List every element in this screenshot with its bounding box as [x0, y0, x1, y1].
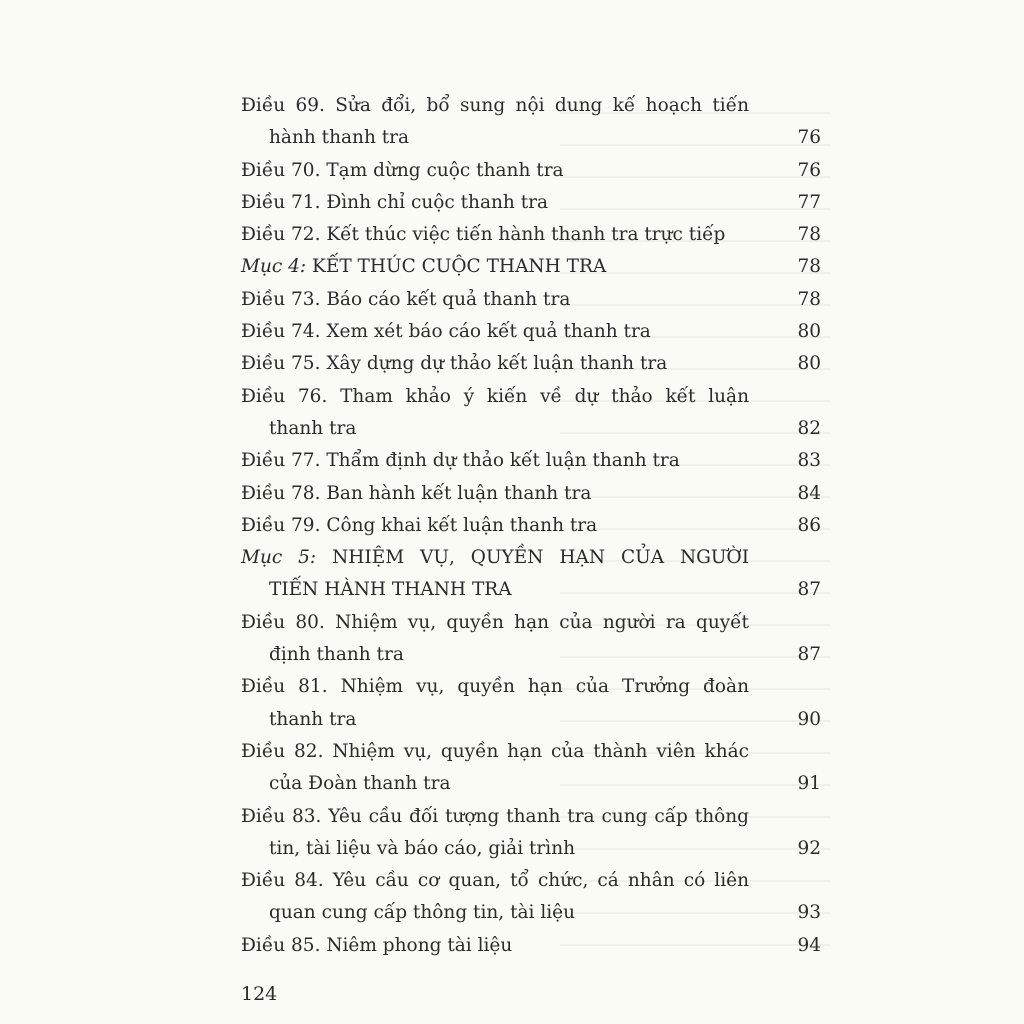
toc-entry [241, 478, 821, 510]
toc-entry-line [241, 478, 821, 510]
toc-entry-title: Điều 69. Sửa đổi, bổ sung nội dung kế hoạch tiến [241, 95, 749, 116]
toc-entry-line [241, 316, 821, 348]
toc-page-number: 78 [797, 288, 821, 310]
toc-entry-line [241, 348, 821, 380]
toc-page-number: 93 [797, 902, 821, 924]
toc-entry-title: quan cung cấp thông tin, tài liệu [269, 902, 576, 924]
toc-entry-title: Điều 84. Yêu cầu cơ quan, tổ chức, cá nhân có liên [241, 870, 749, 892]
toc-entry-line [241, 897, 821, 929]
toc-section-heading [241, 542, 821, 607]
toc-entry-title: thanh tra [269, 708, 357, 730]
toc-page-number: 87 [797, 579, 821, 601]
toc-entry-title: thanh tra [269, 417, 357, 439]
toc-entry-line [241, 251, 821, 283]
toc-entry-line [241, 445, 821, 477]
toc-entry-line [241, 865, 821, 897]
toc-entry-title: Điều 71. Đình chỉ cuộc thanh tra [241, 191, 549, 213]
toc-entry [241, 736, 821, 801]
section-prefix: Mục 5: [241, 547, 317, 569]
toc-entry-title: TIẾN HÀNH THANH TRA [269, 579, 512, 601]
toc-entry-title: hành thanh tra [269, 127, 410, 149]
toc-entry-line [241, 542, 821, 574]
toc-page-number: 84 [797, 482, 821, 504]
toc-page-number: 83 [797, 450, 821, 472]
toc-entry [241, 671, 821, 736]
table-of-contents [241, 90, 821, 962]
toc-entry-title: Điều 85. Niêm phong tài liệu [241, 934, 513, 956]
toc-entry-line [241, 801, 821, 833]
toc-entry-line [241, 639, 821, 671]
toc-page-number: 76 [797, 127, 821, 149]
toc-entry-title: Điều 75. Xây dựng dự thảo kết luận thanh tra [241, 353, 668, 375]
toc-entry-line [241, 155, 821, 187]
toc-page-number: 86 [797, 514, 821, 536]
toc-entry [241, 865, 821, 930]
toc-entry-title: NHIỆM VỤ, QUYỀN HẠN CỦA NGƯỜI [332, 547, 750, 569]
toc-entry [241, 284, 821, 316]
toc-entry-line [241, 187, 821, 219]
toc-page-number: 91 [797, 773, 821, 795]
toc-page-number: 77 [797, 191, 821, 213]
toc-entry-title: Điều 74. Xem xét báo cáo kết quả thanh tra [241, 321, 651, 343]
toc-entry-line [241, 413, 821, 445]
toc-entry-line [241, 736, 821, 768]
toc-entry-title: Điều 77. Thẩm định dự thảo kết luận thanh tra [241, 450, 680, 472]
section-prefix: Mục 4: [241, 256, 307, 278]
page-number: 124 [241, 983, 278, 1005]
toc-entry-title: Điều 72. Kết thúc việc tiến hành thanh tra trực tiếp [241, 224, 726, 246]
toc-entry-line [241, 930, 821, 962]
toc-entry-title: Điều 81. Nhiệm vụ, quyền hạn của Trưởng đoàn [241, 676, 749, 698]
toc-entry-line [241, 574, 821, 606]
toc-entry-title: Điều 73. Báo cáo kết quả thanh tra [241, 288, 571, 310]
toc-entry-line [241, 90, 821, 122]
toc-entry [241, 445, 821, 477]
toc-entry-line [241, 671, 821, 703]
toc-entry [241, 187, 821, 219]
toc-page-number: 90 [797, 708, 821, 730]
toc-entry [241, 155, 821, 187]
toc-page-number: 92 [797, 837, 821, 859]
toc-entry-line [241, 381, 821, 413]
toc-entry-title: Điều 70. Tạm dừng cuộc thanh tra [241, 159, 564, 181]
toc-entry [241, 90, 821, 155]
toc-entry [241, 510, 821, 542]
toc-entry-title: Điều 76. Tham khảo ý kiến về dự thảo kết luận [241, 385, 749, 407]
toc-entry-line [241, 122, 821, 154]
toc-entry [241, 607, 821, 672]
toc-entry [241, 219, 821, 251]
toc-entry-line [241, 510, 821, 542]
toc-page-number: 94 [797, 934, 821, 956]
toc-entry-title: Điều 79. Công khai kết luận thanh tra [241, 514, 598, 536]
toc-section-heading [241, 251, 821, 283]
toc-page-number: 78 [797, 256, 821, 278]
toc-entry-title: KẾT THÚC CUỘC THANH TRA [312, 256, 607, 278]
toc-page-number: 80 [797, 321, 821, 343]
toc-entry-title: định thanh tra [269, 644, 404, 666]
toc-entry-title: tin, tài liệu và báo cáo, giải trình [269, 837, 576, 859]
toc-entry-title: Điều 78. Ban hành kết luận thanh tra [241, 482, 592, 504]
toc-entry-line [241, 607, 821, 639]
toc-entry-line [241, 219, 821, 251]
toc-page-number: 76 [797, 159, 821, 181]
toc-entry-title: Điều 83. Yêu cầu đối tượng thanh tra cung cấp thông [241, 805, 749, 827]
toc-entry [241, 801, 821, 866]
toc-entry-line [241, 833, 821, 865]
toc-entry [241, 930, 821, 962]
toc-entry-title: Điều 80. Nhiệm vụ, quyền hạn của người ra quyết [241, 611, 749, 633]
toc-entry-line [241, 768, 821, 800]
toc-page-number: 80 [797, 353, 821, 375]
toc-entry [241, 381, 821, 446]
toc-page-number: 78 [797, 224, 821, 246]
toc-entry-line [241, 704, 821, 736]
toc-entry [241, 348, 821, 380]
toc-entry-title: Điều 82. Nhiệm vụ, quyền hạn của thành viên khác [241, 740, 749, 762]
toc-entry [241, 316, 821, 348]
toc-page-number: 82 [797, 417, 821, 439]
toc-entry-line [241, 284, 821, 316]
toc-entry-title: của Đoàn thanh tra [269, 773, 451, 795]
toc-page-number: 87 [797, 644, 821, 666]
